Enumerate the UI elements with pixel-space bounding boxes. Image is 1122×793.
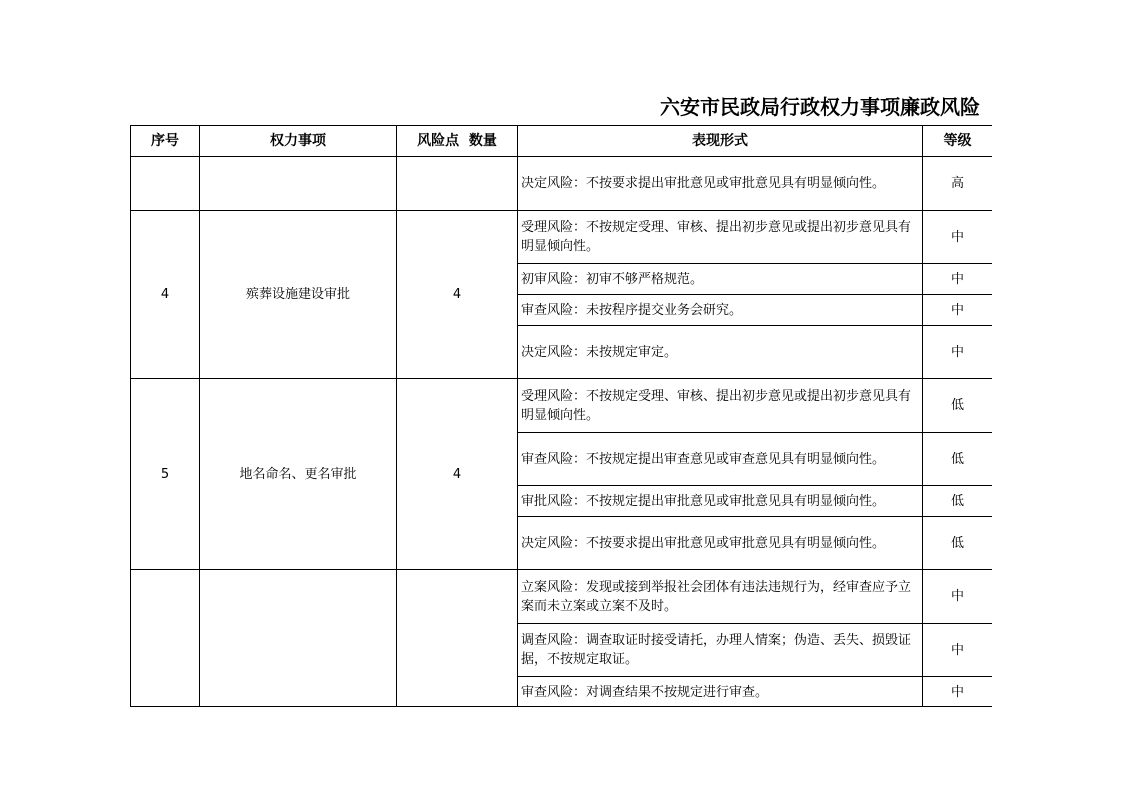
cell-count [397, 157, 518, 211]
cell-form: 审查风险：对调查结果不按规定进行审查。 [518, 677, 923, 708]
cell-level: 中 [923, 570, 993, 624]
table-row [131, 157, 993, 211]
cell-level: 低 [923, 379, 993, 433]
cell-count: 4 [397, 211, 518, 379]
cell-item: 殡葬设施建设审批 [200, 211, 397, 379]
cell-item: 地名命名、更名审批 [200, 379, 397, 570]
cell-form: 决定风险：不按要求提出审批意见或审批意见具有明显倾向性。 [518, 517, 923, 570]
cell-form: 受理风险：不按规定受理、审核、提出初步意见或提出初步意见具有明显倾向性。 [518, 211, 923, 264]
cell-form: 调查风险：调查取证时接受请托，办理人情案；伪造、丢失、损毁证据，不按规定取证。 [518, 624, 923, 677]
cell-level: 中 [923, 624, 993, 677]
cell-level: 中 [923, 677, 993, 708]
table-header-row [131, 126, 993, 157]
cell-level: 中 [923, 264, 993, 295]
table-row [131, 570, 993, 624]
cell-no [131, 157, 200, 211]
cell-level: 低 [923, 433, 993, 486]
cell-form: 审查风险：不按规定提出审查意见或审查意见具有明显倾向性。 [518, 433, 923, 486]
header-form: 表现形式 [518, 126, 923, 157]
cell-no: 4 [131, 211, 200, 379]
cell-form: 决定风险：未按规定审定。 [518, 326, 923, 379]
table-row [131, 379, 993, 433]
cell-count [397, 570, 518, 708]
header-item: 权力事项 [200, 126, 397, 157]
cell-level: 中 [923, 326, 993, 379]
cell-form: 决定风险：不按要求提出审批意见或审批意见具有明显倾向性。 [518, 157, 923, 211]
cell-form: 初审风险：初审不够严格规范。 [518, 264, 923, 295]
cell-count: 4 [397, 379, 518, 570]
cell-level: 低 [923, 517, 993, 570]
cell-item [200, 157, 397, 211]
cell-level: 中 [923, 211, 993, 264]
cell-no: 5 [131, 379, 200, 570]
cell-item [200, 570, 397, 708]
cell-no [131, 570, 200, 708]
header-count: 风险点 数量 [397, 126, 518, 157]
cell-level: 低 [923, 486, 993, 517]
table-row [131, 211, 993, 264]
cell-form: 审批风险：不按规定提出审批意见或审批意见具有明显倾向性。 [518, 486, 923, 517]
cell-form: 审查风险：未按程序提交业务会研究。 [518, 295, 923, 326]
cell-form: 受理风险：不按规定受理、审核、提出初步意见或提出初步意见具有明显倾向性。 [518, 379, 923, 433]
header-level: 等级 [923, 126, 993, 157]
cell-level: 中 [923, 295, 993, 326]
cell-level: 高 [923, 157, 993, 211]
risk-table [130, 125, 992, 707]
cell-form: 立案风险：发现或接到举报社会团体有违法违规行为，经审查应予立案而未立案或立案不及时。 [518, 570, 923, 624]
header-no: 序号 [131, 126, 200, 157]
document-title: 六安市民政局行政权力事项廉政风险 [660, 95, 980, 119]
